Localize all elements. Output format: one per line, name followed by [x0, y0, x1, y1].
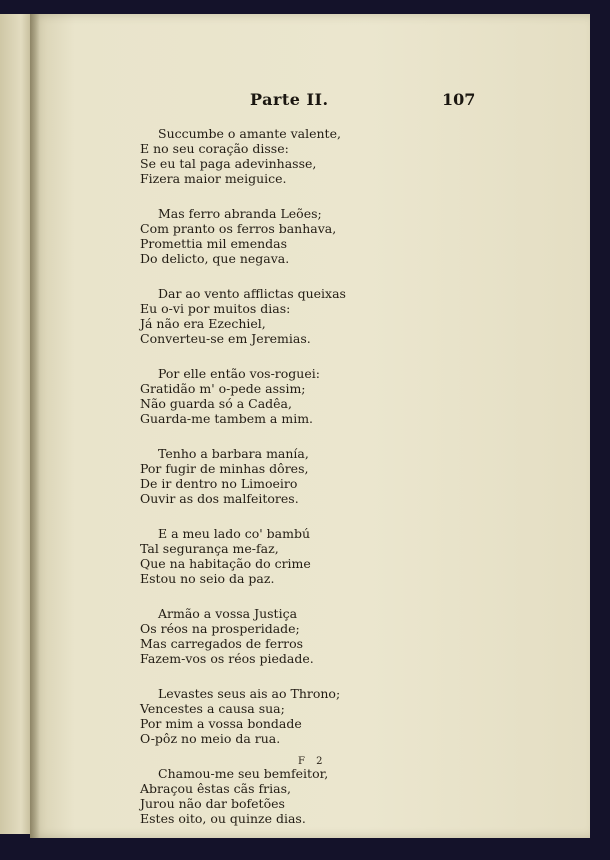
poem-line: Tenho a barbara manía,: [158, 446, 309, 461]
poem-line: Mas ferro abranda Leões;: [158, 206, 322, 221]
poem-line: Converteu-se em Jeremias.: [140, 331, 311, 346]
page-header: [30, 90, 590, 114]
poem-line: Estou no seio da paz.: [140, 571, 275, 586]
poem-line: Mas carregados de ferros: [140, 636, 304, 651]
poem-line: Guarda-me tambem a mim.: [140, 411, 314, 426]
poem-line: Gratidão m' o-pede assim;: [140, 381, 306, 396]
poem-line: Promettia mil emendas: [140, 236, 288, 251]
page-number: 107: [442, 90, 476, 109]
stanza: [140, 286, 460, 346]
running-head: Parte II.: [250, 90, 329, 109]
poem-line: Estes oito, ou quinze dias.: [140, 811, 306, 826]
poem-line: Jurou não dar bofetões: [140, 796, 285, 811]
poem-line: Com pranto os ferros banhava,: [140, 221, 337, 236]
poem-line: Por mim a vossa bondade: [140, 716, 302, 731]
poem-line: O-pôz no meio da rua.: [140, 731, 281, 746]
stanza: [140, 366, 460, 426]
stanza: [140, 126, 460, 186]
poem-line: Armão a vossa Justiça: [158, 606, 298, 621]
stanza: [140, 446, 460, 506]
poem-line: Abraçou êstas cãs frias,: [140, 781, 291, 796]
poem-line: Levastes seus ais ao Throno;: [158, 686, 341, 701]
poem-line: Fazem-vos os réos piedade.: [140, 651, 314, 666]
poem-line: Dar ao vento afflictas queixas: [158, 286, 346, 301]
poem-line: Succumbe o amante valente,: [158, 126, 341, 141]
poem-line: E a meu lado co' bambú: [158, 526, 311, 541]
poem-line: Tal segurança me-faz,: [140, 541, 279, 556]
poem-line: Por fugir de minhas dôres,: [140, 461, 309, 476]
poem-line: Ouvir as dos malfeitores.: [140, 491, 299, 506]
poem-line: Já não era Ezechiel,: [140, 316, 266, 331]
poem-line: Não guarda só a Cadêa,: [140, 396, 292, 411]
stanza: [140, 606, 460, 666]
poem-line: Que na habitação do crime: [140, 556, 311, 571]
page-gutter-shadow: [30, 14, 40, 838]
poem-line: De ir dentro no Limoeiro: [140, 476, 298, 491]
poem-line: Os réos na prosperidade;: [140, 621, 300, 636]
poem-line: Por elle então vos-roguei:: [158, 366, 320, 381]
poem-line: Fizera maior meiguice.: [140, 171, 287, 186]
stanza: [140, 526, 460, 586]
poem-line: Se eu tal paga adevinhasse,: [140, 156, 317, 171]
poem-line: Vencestes a causa sua;: [140, 701, 285, 716]
book-page: [30, 14, 590, 838]
poem-line: Chamou-me seu bemfeitor,: [158, 766, 329, 781]
stanza: [140, 686, 460, 746]
stanza: [140, 766, 460, 826]
poem-line: E no seu coração disse:: [140, 141, 289, 156]
stanza: [140, 206, 460, 266]
poem-line: Eu o-vi por muitos dias:: [140, 301, 291, 316]
poem-line: Do delicto, que negava.: [140, 251, 290, 266]
poem-body: [140, 126, 460, 846]
signature-mark: F 2: [298, 756, 327, 767]
facing-page-edge: [0, 14, 31, 834]
